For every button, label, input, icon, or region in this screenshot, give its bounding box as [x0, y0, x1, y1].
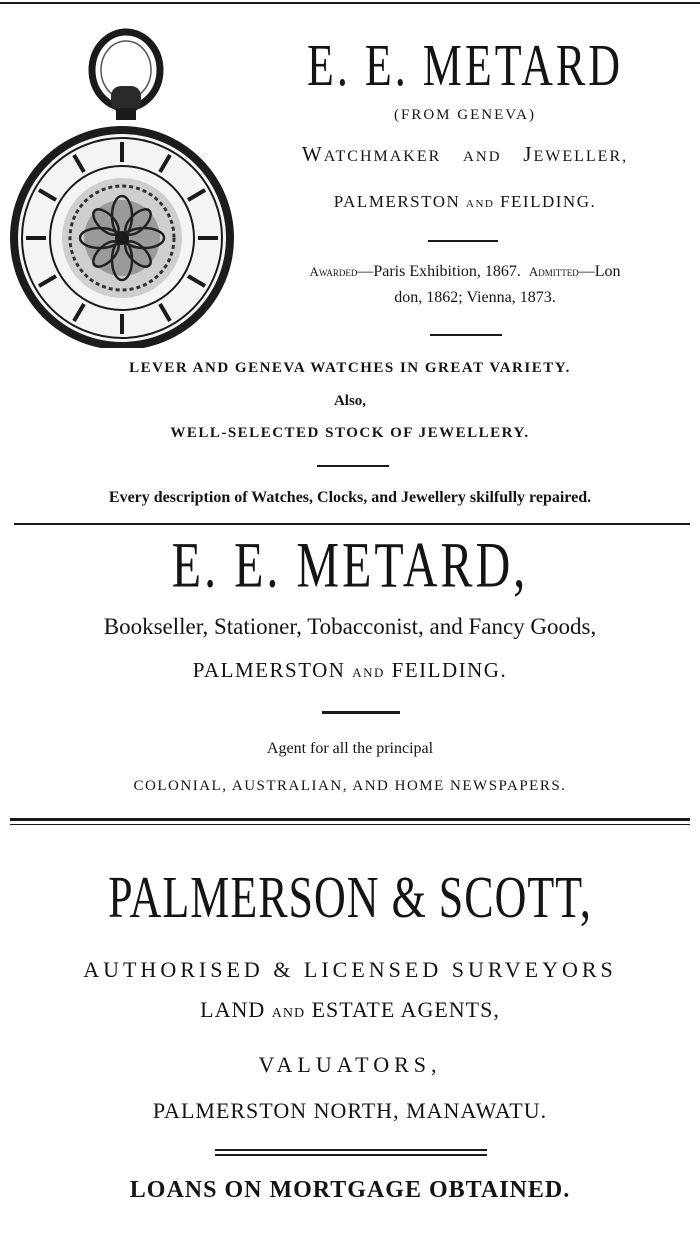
- ad1-short-rule-2: [430, 334, 502, 336]
- ad1-repairs: Every description of Watches, Clocks, and Jewellery skilfully repaired.: [108, 489, 592, 506]
- ad2-location: PALMERSTON AND FEILDING.: [192, 658, 508, 682]
- ad1-stock-line1: LEVER AND GENEVA WATCHES IN GREAT VARIETY.: [129, 360, 571, 376]
- ad1-awards-line1: Awarded—Paris Exhibition, 1867. Admitted—Lon: [309, 263, 621, 280]
- ad3-line3: VALUATORS,: [258, 1052, 442, 1077]
- ad1-name: E. E. METARD: [306, 32, 623, 99]
- ad2-name: E. E. METARD,: [171, 529, 529, 602]
- ad3-line2: LAND AND ESTATE AGENTS,: [200, 997, 500, 1022]
- ad3-double-rule-b: [215, 1154, 487, 1156]
- ad3-line1: AUTHORISED & LICENSED SURVEYORS: [83, 957, 617, 982]
- ad1-origin: (FROM GENEVA): [394, 107, 536, 123]
- ad1-awards-line2: don, 1862; Vienna, 1873.: [394, 289, 556, 306]
- top-border-rule: [0, 2, 700, 4]
- separator-rule-2a: [10, 818, 690, 821]
- separator-rule-1: [14, 523, 690, 525]
- separator-rule-2b: [10, 824, 690, 825]
- ad3-name: PALMERSON & SCOTT,: [108, 864, 592, 931]
- ad1-stock-line3: WELL-SELECTED STOCK OF JEWELLERY.: [170, 425, 530, 441]
- ad2-short-rule: [322, 711, 400, 714]
- ad3-double-rule-a: [215, 1149, 487, 1151]
- ad1-location: PALMERSTON AND FEILDING.: [333, 192, 597, 211]
- ad2-trades: Bookseller, Stationer, Tobacconist, and Fancy Goods,: [103, 614, 597, 639]
- ad3-line4: PALMERSTON NORTH, MANAWATU.: [152, 1098, 548, 1123]
- ad1-trade: WATCHMAKER AND JEWELLER,: [301, 142, 629, 166]
- ad3-loans: LOANS ON MORTGAGE OBTAINED.: [129, 1177, 571, 1203]
- ad2-papers: COLONIAL, AUSTRALIAN, AND HOME NEWSPAPERS.: [133, 778, 567, 794]
- ad1-short-rule-3: [317, 465, 389, 467]
- ad1-stock-line2: Also,: [333, 393, 367, 409]
- ad1-short-rule-1: [428, 240, 498, 242]
- ad2-agent: Agent for all the principal: [266, 740, 434, 757]
- pocket-watch-illustration: [6, 28, 234, 348]
